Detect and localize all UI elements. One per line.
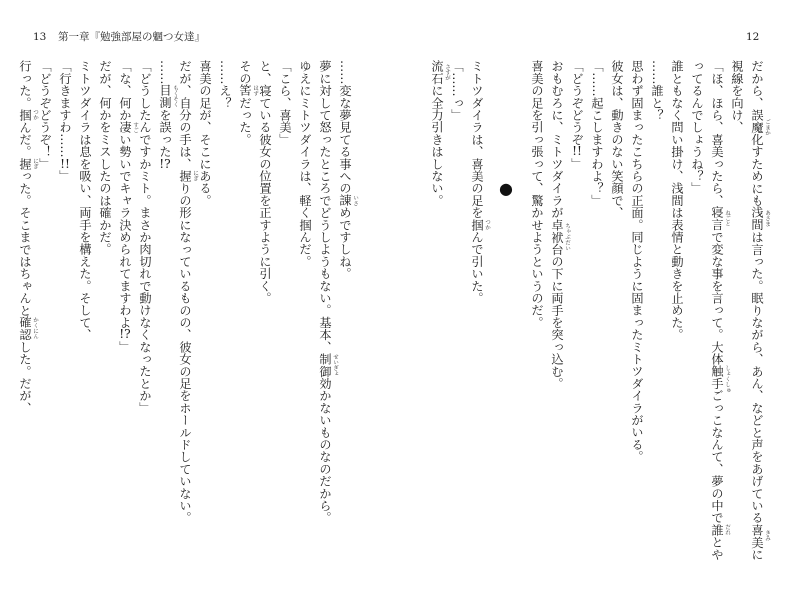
- ruby-word: [470, 218, 490, 231]
- ruby-base: 触手: [710, 365, 724, 390]
- text-run: ……誰と？: [650, 60, 664, 121]
- text-run: 「……っ」: [450, 60, 464, 121]
- text-run: おもむろに、ミトツダイラが: [550, 60, 564, 219]
- ruby-reading: にぎ: [32, 158, 38, 170]
- right-page-number: 12: [746, 31, 760, 43]
- running-title: 第一章『勉強部屋の魍つ女達』: [58, 31, 205, 43]
- text-run: 「行きますわ……: [58, 60, 72, 158]
- ruby-reading: だれ: [724, 524, 730, 536]
- text-line: [235, 60, 258, 572]
- text-run: した。だが、: [18, 340, 32, 414]
- text-run: 」: [570, 157, 584, 170]
- ruby-base: 誰: [710, 523, 724, 536]
- text-line: [15, 60, 38, 572]
- text-run: に全力引きはしない。: [430, 84, 444, 207]
- ruby-base: 掴: [18, 108, 32, 122]
- text-line: [115, 60, 138, 572]
- text-run: めですしね。: [338, 206, 352, 280]
- text-run: !!: [572, 145, 582, 158]
- text-run: 誰ともなく問い掛け、浅間は表情と動きを止めた。: [670, 60, 684, 341]
- text-run: で変な事を言って。大体: [710, 230, 724, 366]
- ruby-word: [238, 84, 258, 97]
- ruby-base: 握: [178, 169, 192, 183]
- text-run: と、寝ている彼女の位置を正すように引く。: [258, 60, 272, 304]
- text-line: [155, 60, 178, 572]
- text-run: は言った。眠りながら、あん、などと声をあげている: [750, 230, 764, 524]
- ruby-reading: にぎ: [192, 170, 198, 182]
- ruby-base: 浅間: [750, 206, 764, 231]
- text-run: 」: [58, 169, 72, 182]
- text-run: !?: [159, 157, 171, 170]
- text-line: [295, 60, 315, 572]
- text-run: の下に両手を突っ込む。: [550, 255, 564, 390]
- text-run: りの形になっているものの、彼女の足をホールドしていない。: [178, 182, 192, 524]
- text-run: 効かないものなのだから。: [318, 377, 332, 524]
- ruby-reading: ごまか: [764, 118, 770, 136]
- ruby-word: [318, 352, 338, 378]
- ruby-word: [710, 523, 730, 536]
- text-line: [687, 60, 707, 572]
- ruby-reading: もくそく: [172, 85, 178, 108]
- text-run: 視線を向け、: [730, 60, 744, 134]
- text-run: ……: [158, 60, 172, 85]
- text-line: [747, 60, 770, 572]
- ruby-reading: かくにん: [32, 317, 38, 340]
- ruby-base: 喜美: [750, 523, 764, 549]
- text-run: 「どうぞどうぞ！」: [38, 60, 52, 170]
- ruby-reading: あさま: [764, 210, 770, 228]
- text-run: とや: [710, 535, 724, 561]
- text-run: った。そこまではちゃんと: [18, 169, 32, 317]
- text-run: に: [750, 548, 764, 561]
- ruby-word: [118, 121, 138, 134]
- text-line: [547, 60, 570, 572]
- text-run: だが、何かをミスしたのは確かだ。: [98, 60, 112, 256]
- ruby-base: 諌: [338, 194, 352, 207]
- ruby-base: 筈: [238, 84, 252, 97]
- text-line: [647, 60, 667, 572]
- text-run: 喜美の足を引っ張って、驚かせようというのだ。: [530, 60, 544, 329]
- text-run: んだ。: [18, 121, 32, 158]
- ruby-reading: きみ: [764, 530, 770, 542]
- ruby-base: 凄: [118, 121, 132, 134]
- right-page-body: [427, 60, 770, 572]
- text-run: ミトツダイラは息を吸い、両手を構えた。そして、: [78, 60, 92, 341]
- text-run: だった。: [238, 96, 252, 146]
- text-run: だが、自分の手は、: [178, 60, 192, 170]
- ruby-base: 目測: [158, 84, 172, 109]
- ruby-reading: せいぎょ: [332, 353, 338, 377]
- ruby-reading: さすが: [444, 63, 450, 81]
- text-run: !!: [60, 157, 70, 170]
- text-run: その: [238, 60, 252, 85]
- scene-break-bullet: ●: [499, 179, 513, 198]
- text-line: [427, 60, 450, 572]
- text-run: だから、: [750, 60, 764, 109]
- ruby-word: [750, 523, 770, 549]
- text-run: 「どうぞどうぞ: [570, 60, 584, 146]
- text-line: [487, 60, 507, 572]
- text-run: すためにも: [750, 145, 764, 207]
- text-line: [35, 60, 55, 572]
- text-line: [195, 60, 215, 572]
- ruby-reading: つか: [484, 219, 490, 231]
- text-line: [275, 60, 295, 572]
- ruby-base: 流石: [430, 60, 444, 85]
- text-run: い勢いでキャラ決められてますわよ: [118, 133, 132, 329]
- ruby-word: [338, 194, 358, 207]
- text-line: [467, 60, 490, 572]
- left-page-body: [15, 60, 358, 572]
- text-line: [727, 60, 747, 572]
- text-line: [707, 60, 730, 572]
- ruby-base: 誤魔化: [750, 108, 764, 146]
- text-run: 「こら、喜美」: [278, 60, 292, 146]
- text-line: [55, 60, 75, 572]
- text-run: 「な、何か: [118, 60, 132, 121]
- text-line: [95, 60, 115, 572]
- ruby-word: [710, 365, 730, 394]
- ruby-word: [158, 84, 178, 109]
- text-run: ごっこなんて、夢の中で: [710, 389, 724, 524]
- ruby-reading: はず: [252, 84, 258, 97]
- ruby-word: [18, 108, 38, 122]
- text-run: 思わず固まったこちらの正面。同じように固まったミトツダイラがいる。: [630, 60, 644, 463]
- text-run: 喜美の足が、そこにある。: [198, 60, 212, 207]
- text-line: [175, 60, 198, 572]
- text-run: 」: [118, 340, 132, 353]
- text-line: [527, 60, 547, 572]
- ruby-base: 卓袱台: [550, 218, 564, 256]
- text-run: 夢に対して怒ったところでどうしようもない。基本、: [318, 60, 332, 353]
- text-run: 「どうしたんですかミト。まさか肉切れで動けなくなったとか」: [138, 60, 152, 414]
- text-run: 「……起こしますわよ？」: [590, 60, 604, 207]
- text-line: [315, 60, 338, 572]
- text-line: [447, 60, 467, 572]
- text-line: [75, 60, 95, 572]
- ruby-reading: すご: [132, 121, 138, 133]
- text-line: [567, 60, 587, 572]
- text-line: [507, 60, 527, 572]
- text-run: ……変な夢見てる事への: [338, 60, 352, 195]
- text-run: んで引いた。: [470, 230, 484, 305]
- ruby-word: [178, 169, 198, 183]
- text-run: ……え？: [218, 60, 232, 109]
- ruby-base: 掴: [470, 218, 484, 231]
- ruby-reading: つか: [32, 109, 38, 121]
- ruby-base: 制御: [318, 352, 332, 378]
- ruby-reading: いさ: [352, 194, 358, 206]
- ruby-base: 確認: [18, 316, 32, 341]
- ruby-base: 寝言: [710, 206, 724, 231]
- text-run: ゆえにミトツダイラは、軽く掴んだ。: [298, 60, 312, 268]
- text-run: 「ほ、ほら、喜美ったら、: [710, 60, 724, 207]
- ruby-word: [550, 218, 570, 256]
- text-line: [135, 60, 155, 572]
- ruby-word: [750, 206, 770, 231]
- text-run: を誤った: [158, 108, 172, 158]
- text-run: ミトツダイラは、喜美の足を: [470, 60, 484, 219]
- text-line: [667, 60, 687, 572]
- ruby-base: 握: [18, 157, 32, 170]
- left-page-number: 13: [33, 31, 47, 43]
- text-line: [335, 60, 358, 572]
- text-run: 彼女は、動きのない笑顔で、: [610, 60, 624, 219]
- text-run: 行った。: [18, 60, 32, 109]
- ruby-reading: しょくしゅ: [724, 365, 730, 394]
- ruby-word: [430, 60, 450, 85]
- text-run: !?: [119, 328, 131, 341]
- text-run: ってるんでしょうね？」: [690, 60, 704, 195]
- text-line: [587, 60, 607, 572]
- ruby-word: [18, 316, 38, 341]
- text-line: [627, 60, 647, 572]
- ruby-reading: ちゃぶだい: [564, 222, 570, 251]
- ruby-word: [750, 108, 770, 146]
- ruby-reading: ねごと: [724, 210, 730, 228]
- ruby-word: [710, 206, 730, 231]
- text-line: [607, 60, 627, 572]
- text-line: [255, 60, 275, 572]
- text-line: [215, 60, 235, 572]
- ruby-word: [18, 157, 38, 170]
